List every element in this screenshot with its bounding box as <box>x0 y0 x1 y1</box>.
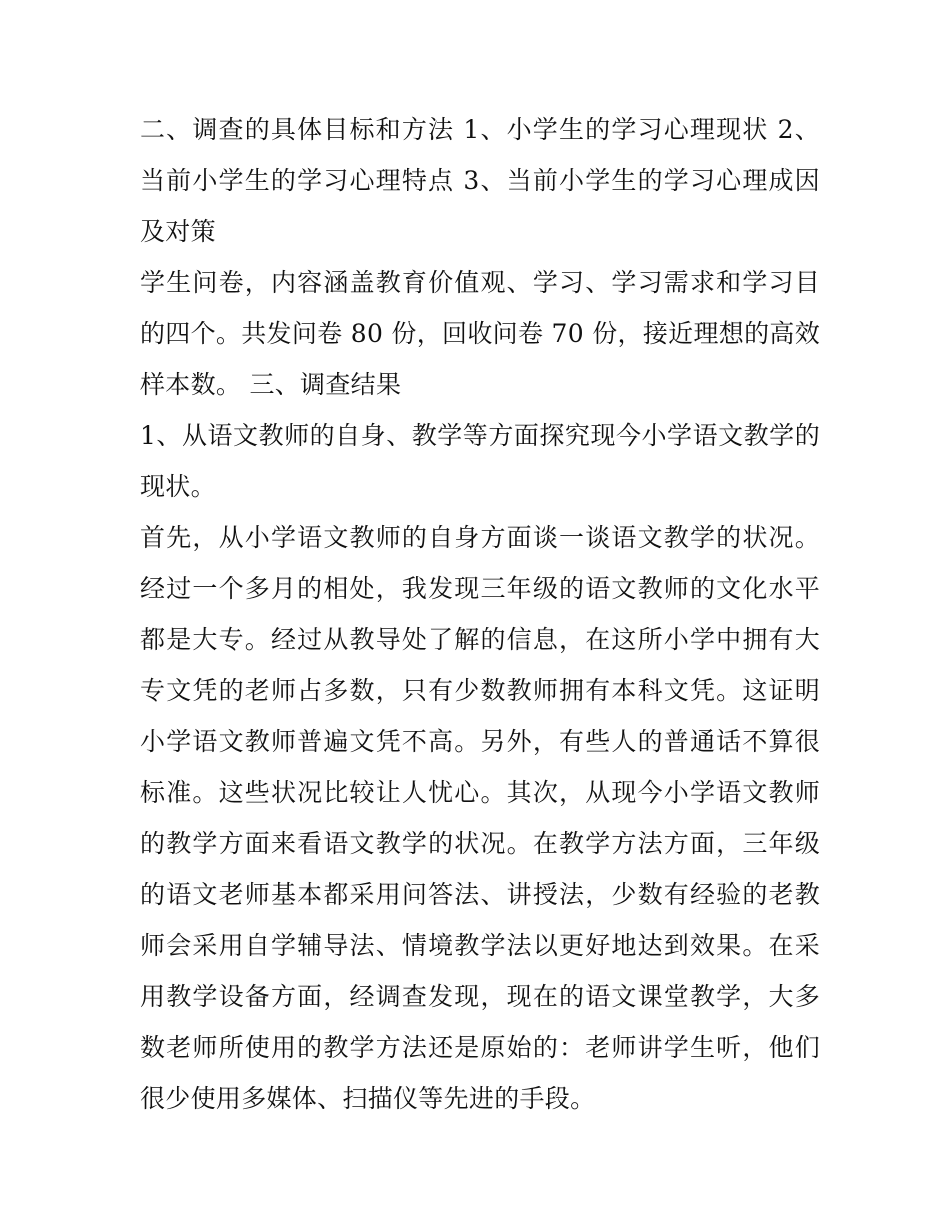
document-body <box>140 104 820 1124</box>
paragraph-questionnaire: 学生问卷，内容涵盖教育价值观、学习、学习需求和学习目的四个。共发问卷 80 份，回收问卷 70 份，接近理想的高效样本数。 三、调查结果 <box>140 268 820 399</box>
paragraph-result-heading: 1、从语文教师的自身、教学等方面探究现今小学语文教学的现状。 <box>140 421 820 501</box>
paragraph-survey-goals: 二、调查的具体目标和方法 1、小学生的学习心理现状 2、当前小学生的学习心理特点 3、当前小学生的学习心理成因及对策 <box>140 115 820 246</box>
paragraph-teacher-status: 首先，从小学语文教师的自身方面谈一谈语文教学的状况。经过一个多月的相处，我发现三年级的语文教师的文化水平都是大专。经过从教导处了解的信息，在这所小学中拥有大专文凭的老师占多数，只有少数教师拥有本科文凭。这证明小学语文教师普遍文凭不高。另外，有些人的普通话不算很标准。这些状况比较让人忧心。其次，从现今小学语文教师的教学方面来看语文教学的状况。在教学方法方面，三年级的语文老师基本都采用问答法、讲授法，少数有经验的老教师会采用自学辅导法、情境教学法以更好地达到效果。在采用教学设备方面，经调查发现，现在的语文课堂教学，大多数老师所使用的教学方法还是原始的：老师讲学生听，他们很少使用多媒体、扫描仪等先进的手段。 <box>140 523 820 1113</box>
